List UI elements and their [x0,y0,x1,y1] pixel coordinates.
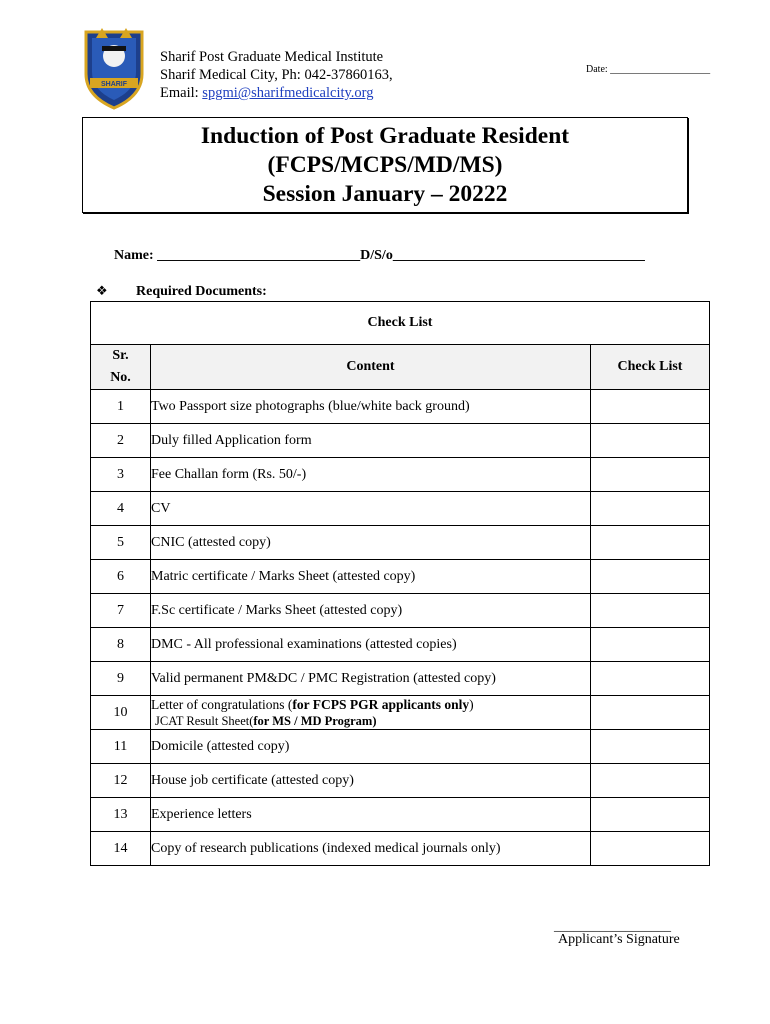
row-sr: 9 [91,662,151,696]
title-line-2: (FCPS/MCPS/MD/MS) [267,152,503,178]
row-sr: 14 [91,832,151,866]
table-row [91,560,710,594]
signature-line[interactable]: __________________ [554,918,671,933]
row-check-box[interactable] [591,390,710,424]
row-sr: 7 [91,594,151,628]
row10-line-2 [151,713,590,729]
row-sr: 2 [91,424,151,458]
row-content: House job certificate (attested copy) [151,764,591,798]
row-sr: 10 [91,696,151,730]
row-content: DMC - All professional examinations (attested copies) [151,628,591,662]
table-header-row [91,345,710,390]
row-check-box[interactable] [591,730,710,764]
title-line-3: Session January – 20222 [262,181,508,207]
row-content: Domicile (attested copy) [151,730,591,764]
table-row [91,662,710,696]
row-content: F.Sc certificate / Marks Sheet (attested copy) [151,594,591,628]
table-row [91,492,710,526]
table-row [91,424,710,458]
table-row [91,458,710,492]
row-check-box[interactable] [591,832,710,866]
institute-address: Sharif Medical City, Ph: 042-37860163, [160,67,393,83]
row10-line2-text: JCAT Result Sheet( [155,713,254,728]
row-check-box[interactable] [591,696,710,730]
header-sr: Sr. [112,348,129,363]
email-link[interactable]: spgmi@sharifmedicalcity.org [202,85,374,101]
signature-label: Applicant’s Signature [558,932,680,947]
row10-line1-bold: for FCPS PGR applicants only [292,696,470,712]
table-row [91,696,710,730]
header-sr-no [91,345,151,390]
row-check-box[interactable] [591,424,710,458]
row10-line2-bold: for MS / MD Program) [253,713,377,728]
row-check-box[interactable] [591,628,710,662]
row-check-box[interactable] [591,764,710,798]
table-row [91,594,710,628]
row-content: Duly filled Application form [151,424,591,458]
checklist-caption: Check List [91,302,710,345]
required-documents-label: Required Documents: [136,284,267,299]
row-check-box[interactable] [591,492,710,526]
row10-line1-close: ) [469,696,474,712]
row10-line1-text: Letter of congratulations ( [151,696,293,712]
row-content: Matric certificate / Marks Sheet (attested copy) [151,560,591,594]
row-check-box[interactable] [591,662,710,696]
table-row [91,526,710,560]
row-content [151,696,591,730]
row-content: Experience letters [151,798,591,832]
row-sr: 11 [91,730,151,764]
row-check-box[interactable] [591,594,710,628]
name-field[interactable]: Name: _____________________________D/S/o____________________________________ [114,248,645,263]
row-check-box[interactable] [591,798,710,832]
row-content: CNIC (attested copy) [151,526,591,560]
row-sr: 5 [91,526,151,560]
institute-name: Sharif Post Graduate Medical Institute [160,49,384,65]
title-line-1: Induction of Post Graduate Resident [200,123,570,149]
table-row [91,628,710,662]
table-row [91,730,710,764]
header-content: Content [151,345,591,390]
row-check-box[interactable] [591,560,710,594]
title-box [82,117,688,213]
row-sr: 8 [91,628,151,662]
row-check-box[interactable] [591,526,710,560]
logo-text: SHARIF [100,81,128,88]
row-sr: 6 [91,560,151,594]
row-content: Fee Challan form (Rs. 50/-) [151,458,591,492]
row-sr: 1 [91,390,151,424]
table-row [91,764,710,798]
table-row [91,832,710,866]
header-no: No. [110,370,131,385]
email-label: Email: [160,85,199,101]
row10-line-1 [151,697,590,713]
institute-header [160,48,393,102]
header-check-list: Check List [591,345,710,390]
checklist-table [90,301,710,866]
institute-logo [80,24,148,110]
row-content: Valid permanent PM&DC / PMC Registration (attested copy) [151,662,591,696]
diamond-bullet-icon: ❖ [96,283,108,298]
table-row [91,390,710,424]
row-content: Copy of research publications (indexed medical journals only) [151,832,591,866]
row-content: CV [151,492,591,526]
table-row [91,798,710,832]
row-sr: 4 [91,492,151,526]
row-content: Two Passport size photographs (blue/white back ground) [151,390,591,424]
row-sr: 3 [91,458,151,492]
row-sr: 12 [91,764,151,798]
institute-email-line [160,84,393,102]
row-check-box[interactable] [591,458,710,492]
row-sr: 13 [91,798,151,832]
date-field[interactable]: Date: ____________________ [586,64,711,75]
